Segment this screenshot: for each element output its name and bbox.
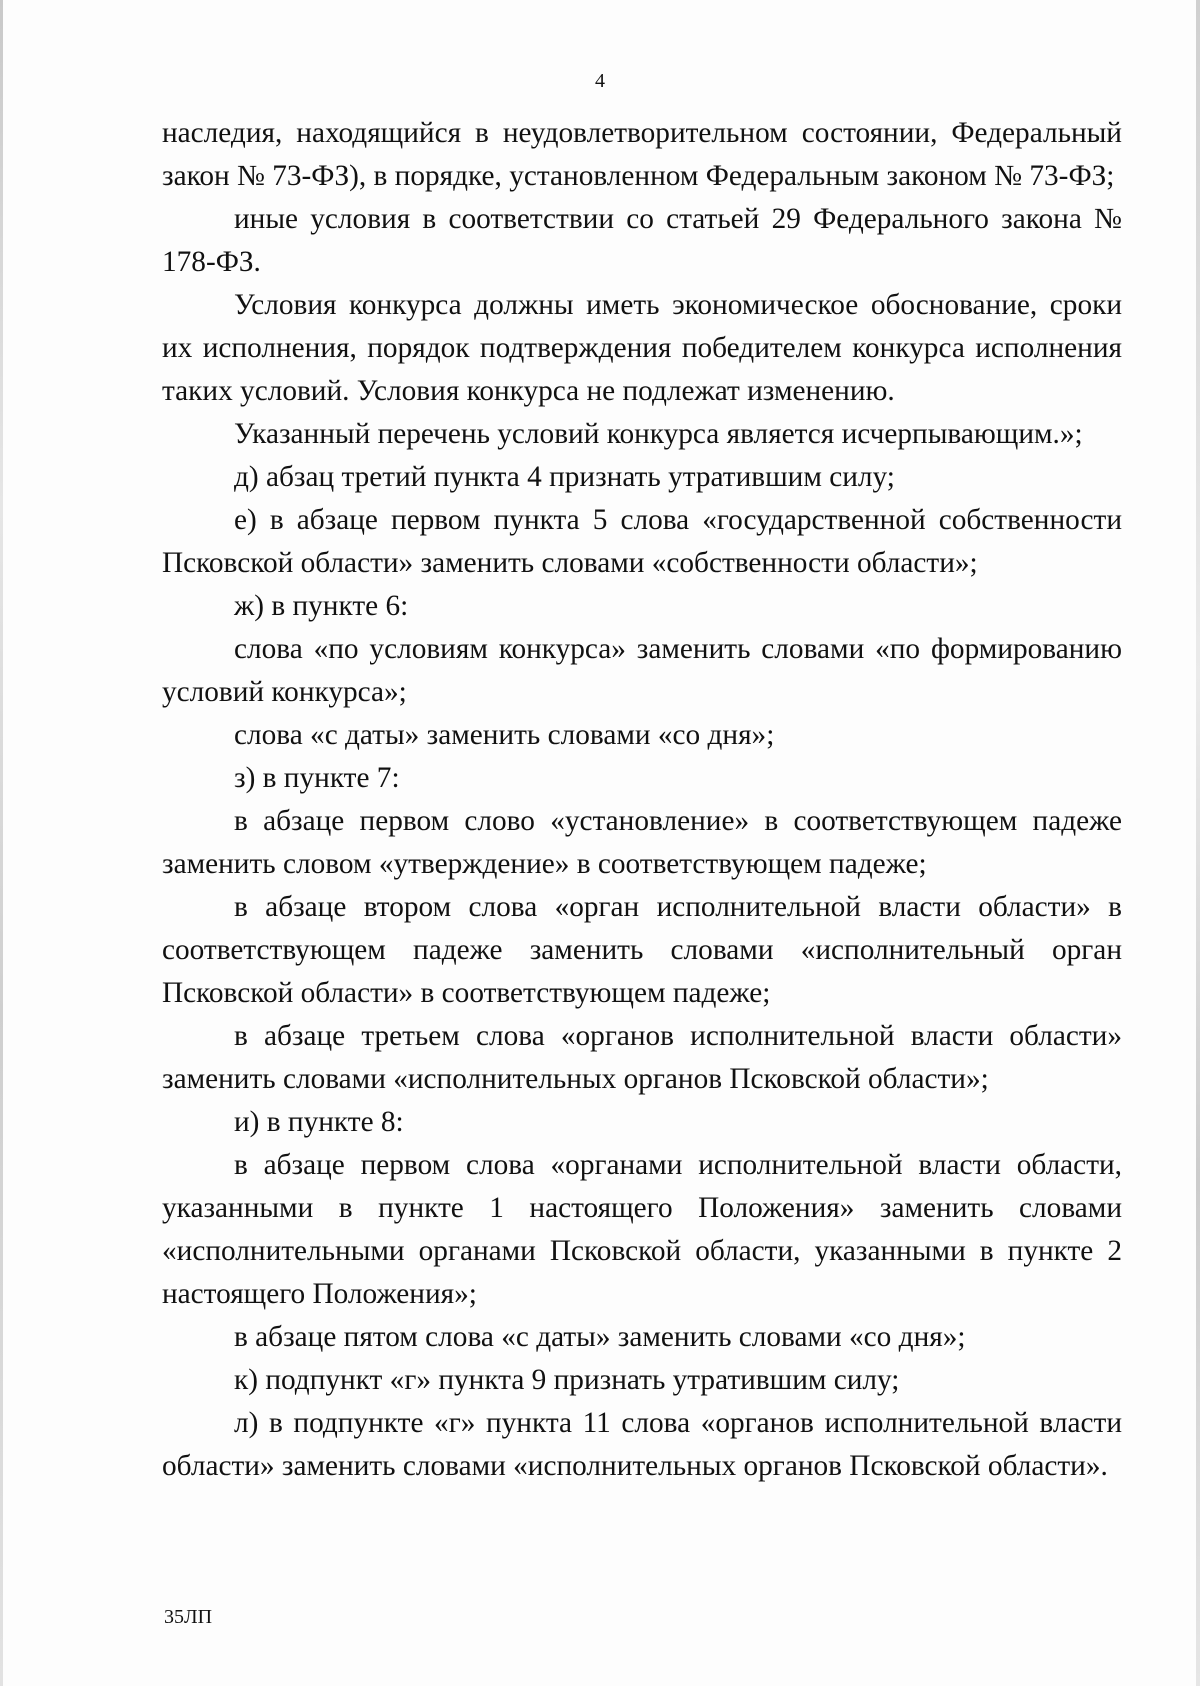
page-number: 4	[595, 70, 605, 92]
paragraph: к) подпункт «г» пункта 9 признать утратившим силу;	[234, 1364, 900, 1396]
paragraph: Условия конкурса должны иметь экономическое обоснование, сроки их исполнения, порядок подтверждения победителем конкурса исполнения таких условий. Условия конкурса не подлежат изменению.	[162, 289, 1122, 407]
paragraph: з) в пункте 7:	[234, 762, 400, 794]
paragraph: в абзаце первом слово «установление» в соответствующем падеже заменить словом «утверждение» в соответствующем падеже;	[162, 805, 1122, 880]
paragraph: Указанный перечень условий конкурса является исчерпывающим.»;	[234, 418, 1083, 450]
paragraph: иные условия в соответствии со статьей 29 Федерального закона № 178-ФЗ.	[162, 203, 1122, 278]
paragraph: в абзаце первом слова «органами исполнительной власти области, указанными в пункте 1 настоящего Положения» заменить словами «исполнительными органами Псковской области, указанными в пункте 2 настоящего Положения»;	[162, 1149, 1122, 1310]
paragraph: в абзаце третьем слова «органов исполнительной власти области» заменить словами «исполнительных органов Псковской области»;	[162, 1020, 1122, 1095]
paragraph: л) в подпункте «г» пункта 11 слова «органов исполнительной власти области» заменить словами «исполнительных органов Псковской области».	[162, 1407, 1122, 1482]
paragraph: наследия, находящийся в неудовлетворительном состоянии, Федеральный закон № 73-ФЗ), в порядке, установленном Федеральным законом № 73-ФЗ;	[162, 117, 1122, 192]
paragraph: д) абзац третий пункта 4 признать утратившим силу;	[234, 461, 895, 493]
document-code: 35ЛП	[164, 1606, 213, 1628]
paragraph: в абзаце пятом слова «с даты» заменить словами «со дня»;	[234, 1321, 966, 1353]
paragraph: слова «с даты» заменить словами «со дня»;	[234, 719, 775, 751]
document-body	[162, 112, 1122, 1488]
paragraph: в абзаце втором слова «орган исполнительной власти области» в соответствующем падеже заменить словами «исполнительный орган Псковской области» в соответствующем падеже;	[162, 891, 1122, 1009]
paragraph: ж) в пункте 6:	[234, 590, 409, 622]
paragraph: и) в пункте 8:	[234, 1106, 404, 1138]
scan-edge-left	[0, 0, 3, 1686]
paragraph: е) в абзаце первом пункта 5 слова «государственной собственности Псковской области» заменить словами «собственности области»;	[162, 504, 1122, 579]
scan-edge-right	[1196, 0, 1200, 1686]
paragraph: слова «по условиям конкурса» заменить словами «по формированию условий конкурса»;	[162, 633, 1122, 708]
